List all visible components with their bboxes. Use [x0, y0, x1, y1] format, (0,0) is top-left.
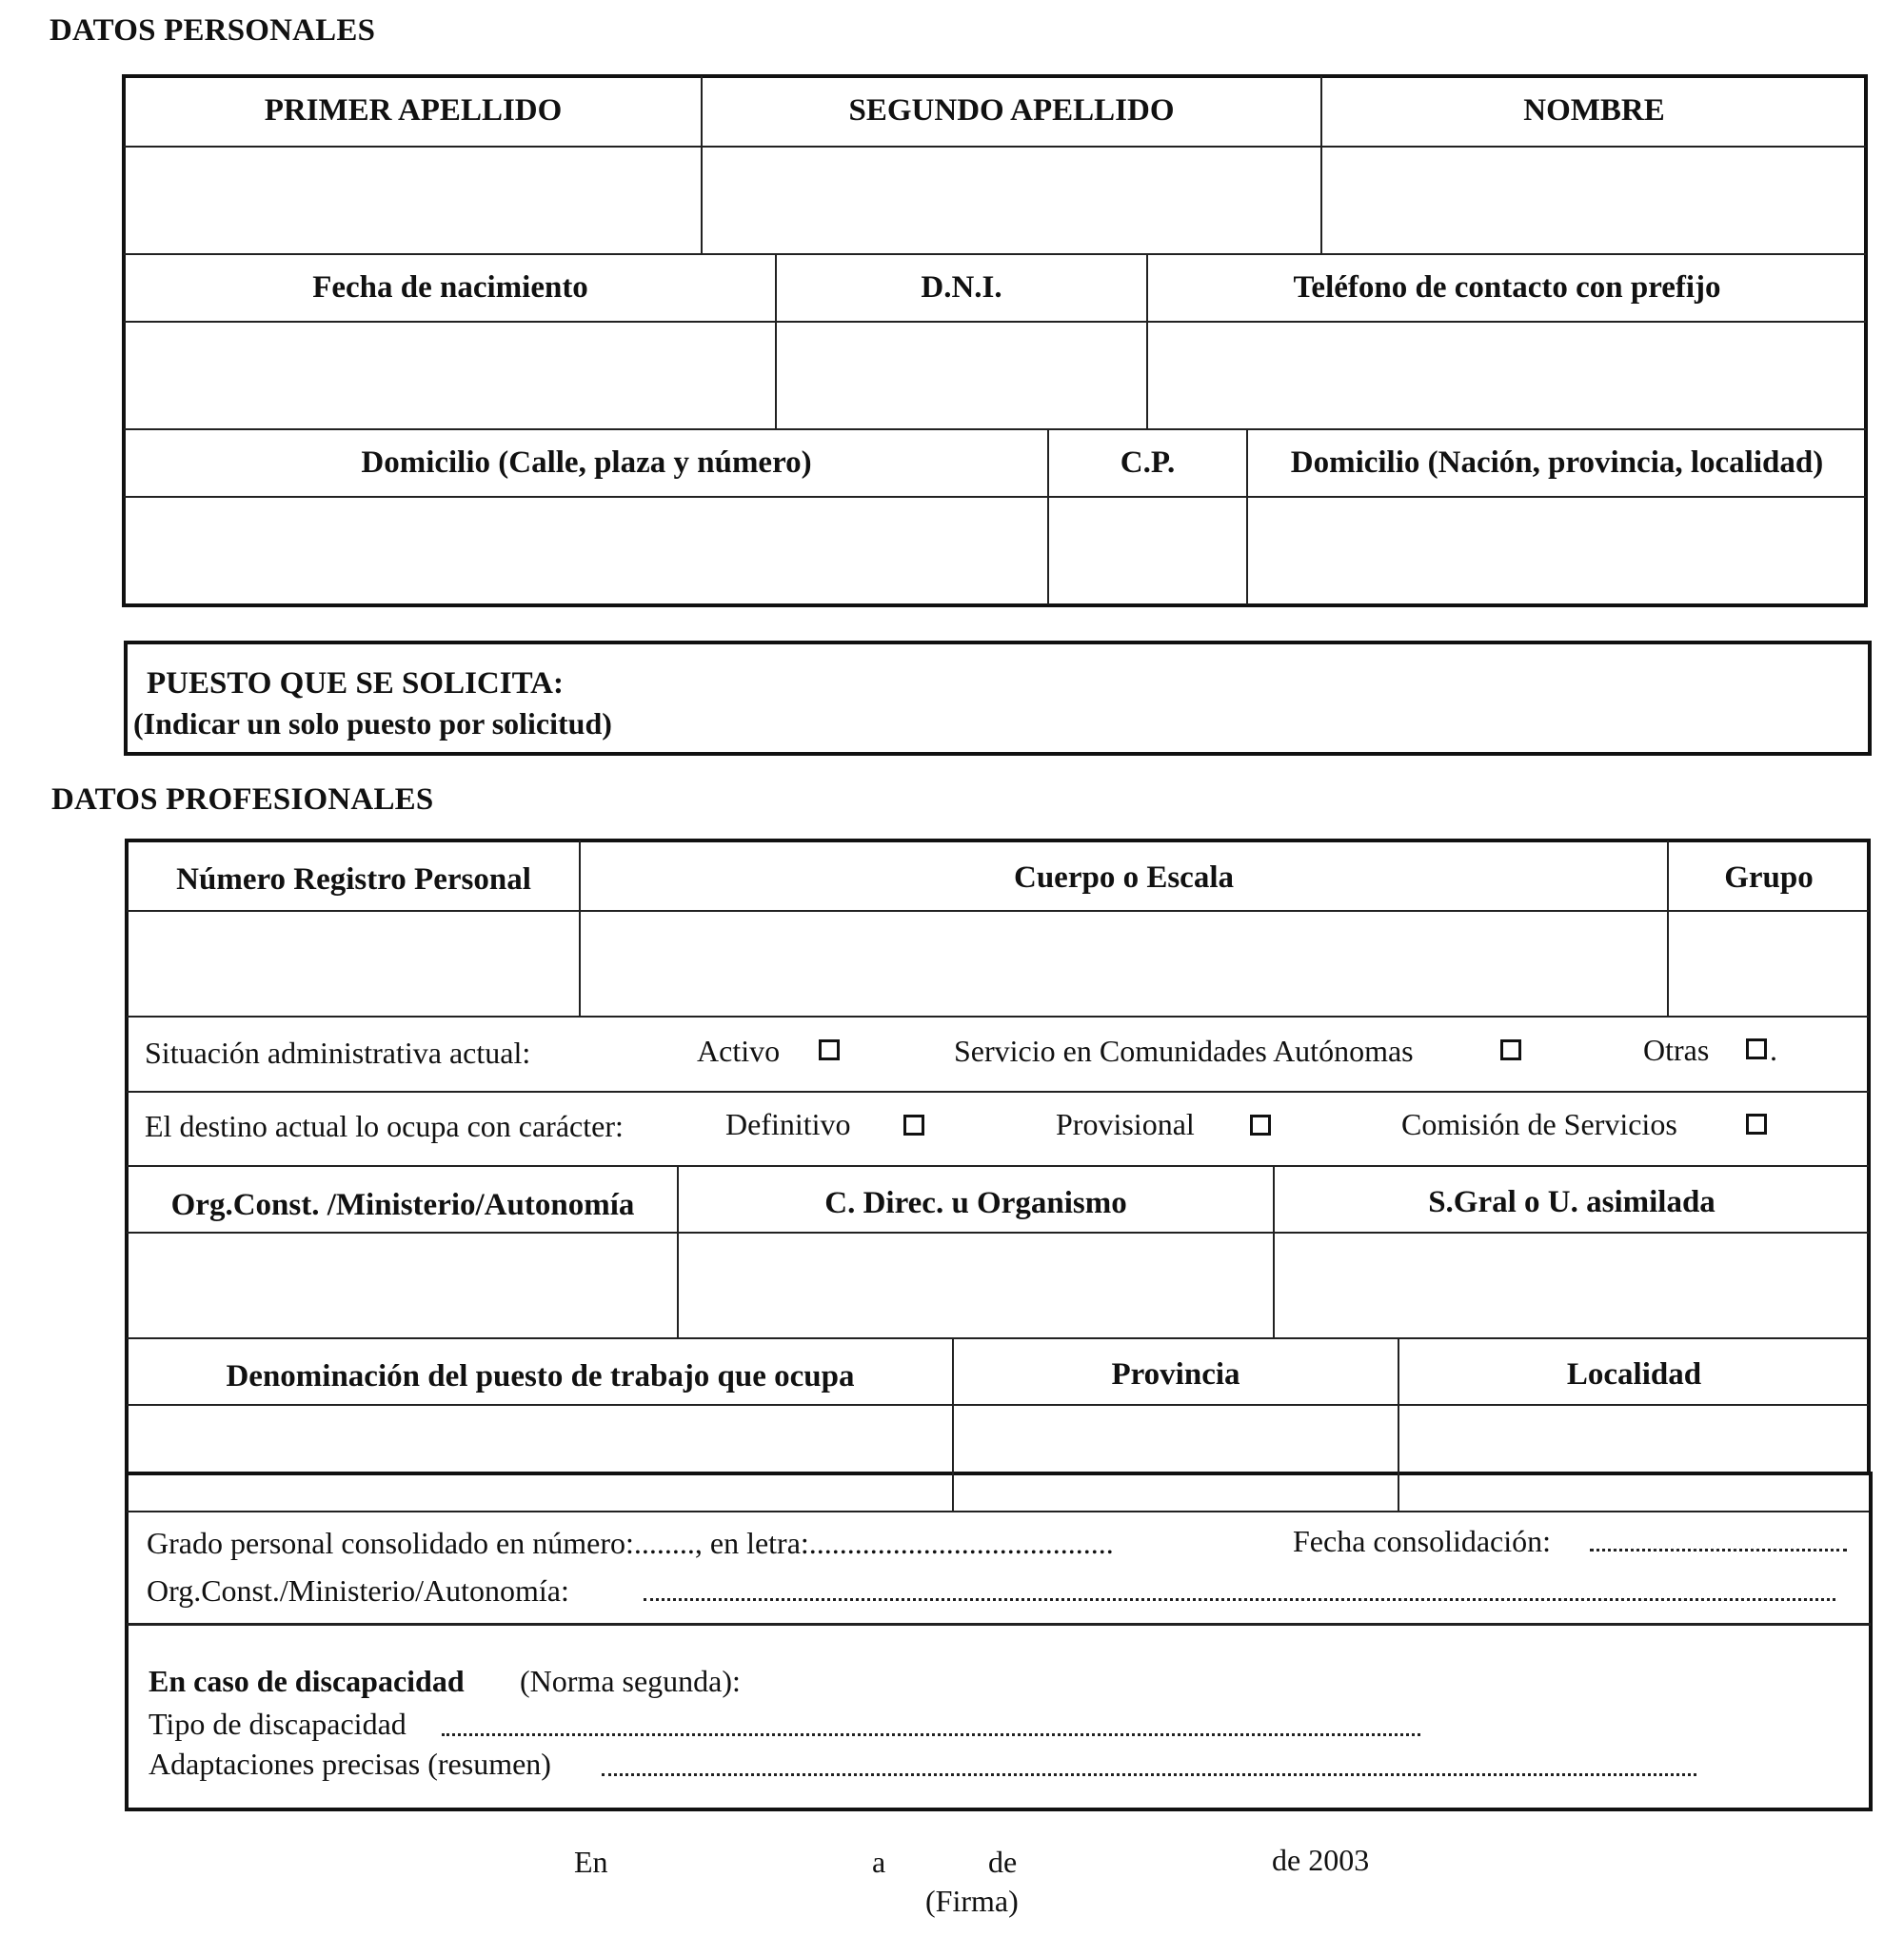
primer-apellido-field[interactable] — [126, 148, 699, 251]
grupo-field[interactable] — [1671, 913, 1867, 1014]
destino-label: El destino actual lo ocupa con carácter: — [145, 1109, 624, 1143]
org-const-line-dots[interactable] — [644, 1598, 1835, 1601]
denominacion-field[interactable] — [129, 1407, 950, 1509]
localidad-field[interactable] — [1401, 1407, 1867, 1509]
footer-a: a — [872, 1845, 886, 1879]
discapacidad-title: En caso de discapacidad — [149, 1664, 465, 1698]
header-s-gral: S.Gral o U. asimilada — [1428, 1185, 1716, 1219]
header-primer-apellido: PRIMER APELLIDO — [264, 93, 563, 128]
discapacidad-norma: (Norma segunda): — [520, 1664, 741, 1698]
header-localidad: Localidad — [1566, 1357, 1702, 1392]
cp-field[interactable] — [1051, 499, 1244, 602]
org-const-field[interactable] — [129, 1235, 675, 1335]
option-provisional-label: Provisional — [1056, 1107, 1195, 1141]
option-activo-label: Activo — [697, 1034, 781, 1068]
domicilio-nacion-field[interactable] — [1250, 499, 1864, 602]
header-denominacion: Denominación del puesto de trabajo que ocupa — [226, 1359, 855, 1393]
fecha-consolidacion-dots[interactable] — [1590, 1549, 1847, 1552]
nrp-field[interactable] — [129, 913, 577, 1014]
checkbox-otras[interactable] — [1746, 1038, 1767, 1059]
checkbox-comision[interactable] — [1746, 1114, 1767, 1135]
section-title-datos-personales: DATOS PERSONALES — [50, 13, 376, 48]
header-domicilio-nacion: Domicilio (Nación, provincia, localidad) — [1290, 445, 1824, 480]
option-otras-label: Otras — [1643, 1033, 1710, 1067]
otras-suffix: . — [1770, 1033, 1777, 1067]
dni-field[interactable] — [779, 324, 1144, 426]
footer-firma: (Firma) — [925, 1884, 1019, 1918]
header-org-const: Org.Const. /Ministerio/Autonomía — [170, 1188, 635, 1222]
option-comision-label: Comisión de Servicios — [1401, 1107, 1677, 1141]
header-provincia: Provincia — [1111, 1357, 1240, 1392]
option-ccaa-label: Servicio en Comunidades Autónomas — [954, 1034, 1414, 1068]
s-gral-field[interactable] — [1277, 1235, 1867, 1335]
header-dni: D.N.I. — [921, 270, 1002, 305]
header-telefono: Teléfono de contacto con prefijo — [1293, 270, 1721, 305]
telefono-field[interactable] — [1150, 324, 1864, 426]
domicilio-calle-field[interactable] — [126, 499, 1045, 602]
adaptaciones-dots[interactable] — [602, 1773, 1696, 1776]
header-nrp: Número Registro Personal — [176, 862, 531, 897]
header-c-direc: C. Direc. u Organismo — [824, 1186, 1127, 1220]
checkbox-activo[interactable] — [819, 1039, 840, 1060]
header-domicilio-calle: Domicilio (Calle, plaza y número) — [361, 445, 812, 480]
puesto-title: PUESTO QUE SE SOLICITA: — [147, 666, 564, 701]
header-nombre: NOMBRE — [1523, 93, 1665, 128]
situacion-label: Situación administrativa actual: — [145, 1036, 531, 1070]
header-fecha-nacimiento: Fecha de nacimiento — [312, 270, 588, 305]
segundo-apellido-field[interactable] — [704, 148, 1319, 251]
footer-de: de — [988, 1845, 1018, 1879]
header-cuerpo: Cuerpo o Escala — [1014, 860, 1234, 895]
header-cp: C.P. — [1120, 445, 1176, 480]
option-definitivo-label: Definitivo — [725, 1107, 851, 1141]
grado-line: Grado personal consolidado en número:........, en letra:........................................ — [147, 1526, 1114, 1560]
discapacidad-tipo-dots[interactable] — [442, 1733, 1420, 1736]
checkbox-provisional[interactable] — [1250, 1115, 1271, 1136]
checkbox-ccaa[interactable] — [1500, 1039, 1521, 1060]
header-segundo-apellido: SEGUNDO APELLIDO — [848, 93, 1175, 128]
puesto-note: (Indicar un solo puesto por solicitud) — [133, 706, 612, 741]
nombre-field[interactable] — [1324, 148, 1864, 251]
provincia-field[interactable] — [956, 1407, 1396, 1509]
header-grupo: Grupo — [1724, 860, 1814, 895]
footer-de-year: de 2003 — [1272, 1843, 1370, 1877]
fecha-nacimiento-field[interactable] — [126, 324, 773, 426]
section-title-datos-profesionales: DATOS PROFESIONALES — [51, 782, 434, 817]
adaptaciones-label: Adaptaciones precisas (resumen) — [149, 1747, 551, 1781]
footer-en: En — [574, 1845, 608, 1879]
c-direc-field[interactable] — [681, 1235, 1271, 1335]
checkbox-definitivo[interactable] — [903, 1115, 924, 1136]
fecha-consolidacion-label: Fecha consolidación: — [1293, 1524, 1552, 1558]
org-const-line-label: Org.Const./Ministerio/Autonomía: — [147, 1573, 569, 1608]
cuerpo-field[interactable] — [583, 913, 1665, 1014]
discapacidad-tipo-label: Tipo de discapacidad — [149, 1707, 407, 1741]
